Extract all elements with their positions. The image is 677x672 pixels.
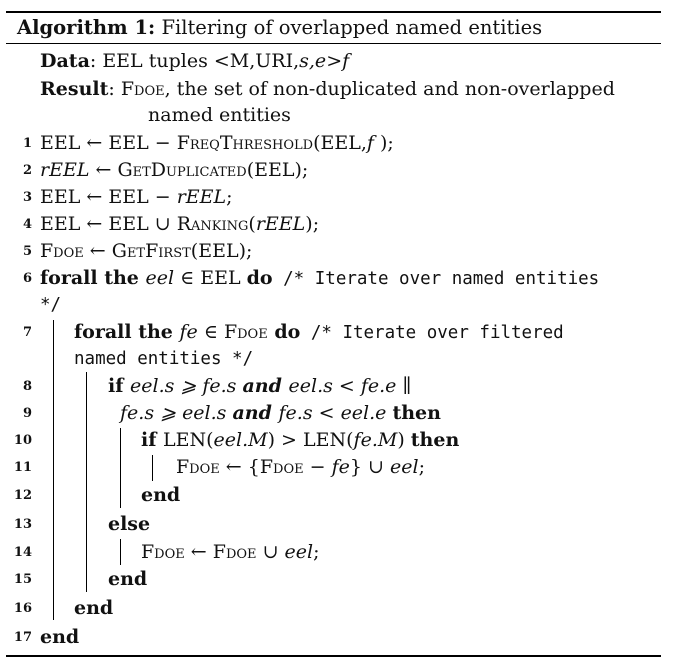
result-line-continued: named entities (148, 104, 291, 126)
code-line-14: Fdoe ← Fdoe ∪ eel; (141, 541, 320, 563)
line-number: 3 (22, 190, 32, 205)
algorithm-title (17, 16, 542, 39)
algorithm-caption: Filtering of overlapped named entities (161, 16, 543, 39)
line-number: 15 (13, 572, 32, 587)
code-line-2: rEEL ← GetDuplicated(EEL); (40, 159, 309, 181)
code-line-12: end (141, 484, 181, 506)
result-line: Result: Fdoe, the set of non-duplicated and non-overlapped (40, 78, 615, 100)
line-number: 16 (13, 601, 32, 616)
code-line-5: Fdoe ← GetFirst(EEL); (40, 240, 253, 262)
if-block-bar (120, 428, 121, 508)
code-line-7-comment-end: named entities */ (74, 349, 254, 369)
code-line-16: end (74, 597, 114, 619)
code-line-4: EEL ← EEL ∪ Ranking(rEEL); (40, 213, 320, 235)
code-line-7: forall the fe ∈ Fdoe do /* Iterate over filtered (74, 321, 564, 343)
line-number: 14 (13, 545, 32, 560)
bottom-rule (6, 655, 661, 657)
line-number: 12 (13, 488, 32, 503)
line-number: 2 (22, 163, 32, 178)
line-number: 17 (13, 630, 32, 645)
code-line-8: if eel.s ⩾ fe.s and eel.s < fe.e ∥ (108, 375, 412, 397)
code-line-6-comment-end: */ (40, 295, 62, 315)
line-number: 6 (22, 271, 32, 286)
line-number: 8 (22, 379, 32, 394)
code-line-11: Fdoe ← {Fdoe − fe} ∪ eel; (176, 456, 425, 478)
code-line-10: if LEN(eel.M) > LEN(fe.M) then (141, 429, 460, 451)
line-number: 1 (22, 136, 32, 151)
line-number: 9 (22, 406, 32, 421)
code-line-9: fe.s ⩾ eel.s and fe.s < eel.e then (120, 402, 441, 424)
code-line-15: end (108, 568, 148, 590)
line-number: 10 (13, 433, 32, 448)
line-number: 11 (13, 460, 32, 475)
outer-loop-bar (53, 320, 54, 620)
code-line-1: EEL ← EEL − FreqThreshold(EEL,f ); (40, 132, 394, 154)
data-line: Data: EEL tuples <M,URI,s,e>f (40, 50, 350, 72)
line-number: 5 (22, 244, 32, 259)
code-line-3: EEL ← EEL − rEEL; (40, 186, 233, 208)
title-rule (6, 43, 661, 44)
line-number: 13 (13, 517, 32, 532)
algorithm-label: Algorithm 1: (17, 16, 156, 39)
code-line-17: end (40, 626, 80, 648)
code-line-6: forall the eel ∈ EEL do /* Iterate over named entities (40, 267, 600, 289)
line-number: 7 (22, 325, 32, 340)
inner-if-bar (152, 455, 153, 481)
line-number: 4 (22, 217, 32, 232)
code-line-13: else (108, 513, 151, 535)
top-rule (6, 11, 661, 13)
else-bar (120, 539, 121, 565)
inner-loop-bar (86, 372, 87, 592)
